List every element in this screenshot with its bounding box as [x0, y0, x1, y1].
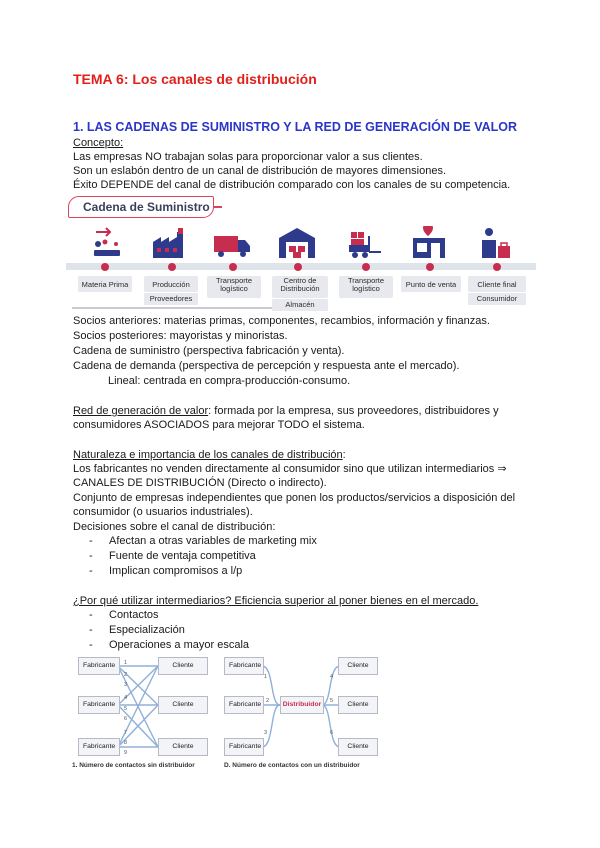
body-line: Socios posteriores: mayoristas y minoristas. [73, 330, 288, 342]
client-box: Cliente [338, 657, 378, 675]
manufacturer-box: Fabricante [224, 738, 264, 756]
body-line: Decisiones sobre el canal de distribución: [73, 521, 276, 533]
body-line: Cadena de suministro (perspectiva fabricación y venta). [73, 345, 345, 357]
forklift-icon [347, 226, 387, 260]
chain-dot [101, 263, 109, 271]
truck-icon [212, 226, 252, 260]
body-line: consumidor (o usuarios industriales). [73, 506, 253, 518]
chain-dot [229, 263, 237, 271]
step-label: Producción [144, 276, 198, 292]
naturaleza-heading: Naturaleza e importancia de los canales de distribución: [73, 449, 346, 461]
caption-smudge [72, 307, 272, 309]
concept-line: Éxito DEPENDE del canal de distribución comparado con los canales de su competencia. [73, 179, 511, 191]
warehouse-icon [277, 226, 317, 260]
step-label: Transporte logístico [207, 276, 261, 298]
manufacturer-box: Fabricante [78, 696, 120, 714]
body-line-indented: Lineal: centrada en compra-producción-consumo. [108, 375, 351, 387]
diagram-caption: 1. Número de contactos sin distribuidor [72, 762, 195, 769]
red-paragraph: Red de generación de valor: formada por la empresa, sus proveedores, distribuidores y [73, 405, 499, 417]
customer-icon [476, 226, 516, 260]
client-box: Cliente [338, 738, 378, 756]
section-heading: 1. LAS CADENAS DE SUMINISTRO Y LA RED DE GENERACIÓN DE VALOR [73, 120, 518, 134]
supply-chain-badge: Cadena de Suministro [68, 196, 214, 218]
page-title: TEMA 6: Los canales de distribución [73, 71, 317, 87]
chain-dot [168, 263, 176, 271]
red-paragraph-line2: consumidores ASOCIADOS para mejorar TODO el sistema. [73, 419, 365, 431]
body-line: Cadena de demanda (perspectiva de percepción y respuesta ante el mercado). [73, 360, 460, 372]
step-sublabel: Consumidor [468, 293, 526, 305]
step-sublabel: Almacén [272, 299, 328, 311]
concept-label: Concepto: [73, 137, 124, 149]
step-label: Punto de venta [401, 276, 461, 292]
client-box: Cliente [158, 696, 208, 714]
step-label: Centro de Distribución [272, 276, 328, 298]
distributor-box: Distribuidor [280, 696, 324, 714]
concept-line: Son un eslabón dentro de un canal de distribución de mayores dimensiones. [73, 165, 447, 177]
step-label: Cliente final [468, 276, 526, 292]
chain-dot [493, 263, 501, 271]
manufacturer-box: Fabricante [78, 657, 120, 675]
client-box: Cliente [158, 738, 208, 756]
diagram-caption: D. Número de contactos con un distribuidor [224, 762, 360, 769]
diagram-without-distributor: Fabricante Fabricante Fabricante Cliente Cliente Cliente 1 2 3 4 5 6 7 8 9 1. Número de contactos sin distribuidor [76, 652, 216, 774]
body-line: Los fabricantes no venden directamente al consumidor sino que utilizan intermediarios ⇒ [73, 463, 507, 475]
body-line: Socios anteriores: materias primas, componentes, recambios, información y finanzas. [73, 315, 490, 327]
manufacturer-box: Fabricante [78, 738, 120, 756]
store-icon [409, 226, 449, 260]
step-label: Transporte logístico [339, 276, 393, 298]
manufacturer-box: Fabricante [224, 657, 264, 675]
chain-dot [426, 263, 434, 271]
chain-dot [294, 263, 302, 271]
client-box: Cliente [158, 657, 208, 675]
factory-icon [151, 226, 191, 260]
manufacturer-box: Fabricante [224, 696, 264, 714]
chain-dot [362, 263, 370, 271]
concept-line: Las empresas NO trabajan solas para proporcionar valor a sus clientes. [73, 151, 423, 163]
client-box: Cliente [338, 696, 378, 714]
porque-heading: ¿Por qué utilizar intermediarios? Eficiencia superior al poner bienes en el mercado. [73, 595, 479, 607]
body-line: CANALES DE DISTRIBUCIÓN (Directo o indirecto). [73, 477, 327, 489]
raw-material-icon [90, 226, 130, 260]
supply-chain-infographic [66, 194, 536, 312]
document-page: TEMA 6: Los canales de distribución 1. LAS CADENAS DE SUMINISTRO Y LA RED DE GENERACIÓN DE VALOR Concepto: Las empresas NO trabajan solas para proporcionar valor a sus clientes. Son un eslabón dentro de un canal de distribución de mayores dimensiones. Éxito DEPENDE del canal de distribución comparado con los canales de su competencia. Cadena de Suministro Materia Prima Producción Proveedores Transporte logístico Centro de Distribución Almacén Transporte logístico Punto de venta Cliente final Consumidor Socios anteriores: materias primas, componentes, recambios, información y finanzas. Socios posteriores: mayoristas y minoristas. Cadena de suministro (perspectiva fabricación y venta). Cadena de demanda (perspectiva de percepción y respuesta ante el mercado). Lineal: centrada en compra-producción-consumo. Red de generación de valor: formada por la empresa, sus proveedores, distribuidores y consumidores ASOCIADOS para mejorar TODO el sistema. Naturaleza e importancia de los canales de distribución: Los fabricantes no venden directamente al consumidor sino que utilizan intermediarios ⇒ CANALES DE DISTRIBUCIÓN (Directo o indirecto). Conjunto de empresas independientes que ponen los productos/servicios a disposición del consumidor (o usuarios industriales). Decisiones sobre el canal de distribución: - Afectan a otras variables de marketing mix - Fuente de ventaja competitiva - Implican compromisos a l/p ¿Por qué utilizar intermediarios? Eficiencia superior al poner bienes en el mercado. - Contactos - Especialización - Operaciones a mayor escala Fabricante Fabricante Fabricante Cliente Cliente Cliente 1 2 3 4 5 6 7 8 9 1. Número de contactos sin distribuidor Fabricante Fabricante Fabricante Distribuidor Cliente Cliente Cliente 1 2 3 4 5 6 D. Número de contactos con un distribuidor [0, 0, 600, 848]
diagram-with-distributor: Fabricante Fabricante Fabricante Distribuidor Cliente Cliente Cliente 1 2 3 4 5 6 D. Número de contactos con un distribuidor [222, 652, 382, 774]
body-line: Conjunto de empresas independientes que ponen los productos/servicios a disposición del [73, 492, 516, 504]
red-term: Red de generación de valor [73, 405, 209, 417]
step-label: Materia Prima [78, 276, 132, 292]
step-sublabel: Proveedores [144, 293, 198, 305]
